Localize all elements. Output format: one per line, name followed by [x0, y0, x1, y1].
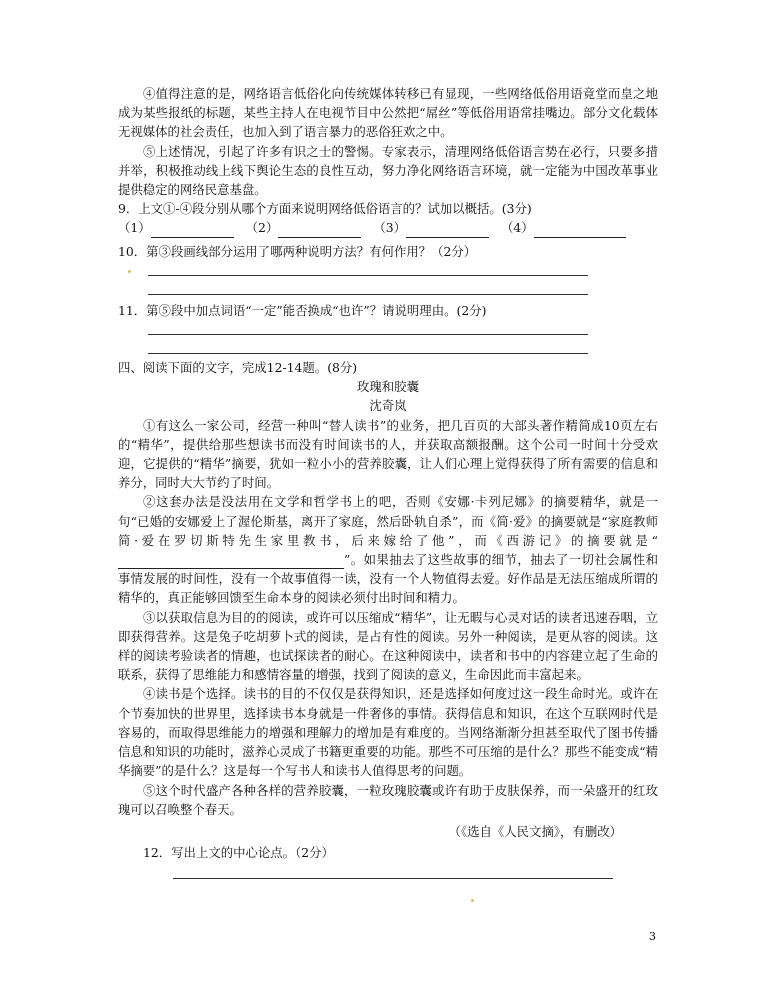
question-9-answer-row [118, 218, 658, 237]
answer-line[interactable] [173, 878, 613, 879]
fill-in-blank[interactable] [118, 556, 344, 569]
article-title: 玫瑰和胶囊 [357, 379, 419, 395]
article-paragraph-1: ①有这么一家公司，经营一种叫“替人读书”的业务，把几百页的大部头著作精简成10页左右的“精华”，提供给那些想读书而没有时间读书的人，并获取高额报酬。这个公司一时间十分受欢迎，它提供的“精华”摘要，犹如一粒小小的营养胶囊，让人们心理上觉得获得了所有需要的信息和养分，同时大大节约了时间。 [118, 417, 658, 491]
paragraph-4: ④值得注意的是，网络语言低俗化向传统媒体转移已有显现，一些网络低俗用语竟堂而皇之地成为某些报纸的标题，某些主持人在电视节目中公然把“屌丝”等低俗用语常挂嘴边。部分文化载体无视媒体的社会责任，也加入到了语言暴力的恶俗狂欢之中。 [118, 86, 658, 140]
answer-blank-3[interactable] [406, 223, 489, 238]
article-source: （《选自《人民文摘》，有删改） [448, 823, 622, 839]
answer-line[interactable] [148, 353, 588, 354]
section-4-heading: 四、阅读下面的文字，完成12-14题。(8分) [118, 360, 358, 376]
paragraph-2-part-a: ②这套办法是没法用在文学和哲学书上的吧，否则《安娜·卡列尼娜》的摘要精华，就是一句“已婚的安娜爱上了渥伦斯基，离开了家庭，然后卧轨自杀”，而《简·爱》的摘要就是“家庭教师简·爱在罗切斯特先生家里教书，后来嫁给了他”，而《西游记》的摘要就是“ [118, 494, 658, 548]
article-paragraph-3: ③以获取信息为目的的阅读，或许可以压缩成“精华”，让无暇与心灵对话的读者迅速吞咽，立即获得营养。这是兔子吃胡萝卜式的阅读，是占有性的阅读。另外一种阅读，是更从容的阅读。这样的阅读考验读者的情趣，也试探读者的耐心。在这种阅读中，读者和书中的内容建立起了生命的联系，获得了思维能力和感情容量的增强，找到了阅读的意义，生命因此而丰富起来。 [118, 609, 658, 683]
answer-label-4: （4） [501, 220, 534, 236]
article-author: 沈奇岚 [369, 398, 407, 414]
article-paragraph-2 [118, 492, 658, 607]
paragraph-2-part-b: ”。如果抽去了这些故事的细节，抽去了一切社会属性和事情发展的时间性，没有一个故事值得一读，没有一个人物值得去爱。好作品是无法压缩成所谓的精华的，真正能够回馈至生命本身的阅读必须付出时间和精力。 [118, 552, 658, 606]
answer-blank-4[interactable] [534, 223, 626, 238]
page-content [118, 84, 658, 879]
question-12: 12．写出上文的中心论点。（2分） [143, 845, 334, 861]
article-paragraph-4: ④读书是个选择。读书的目的不仅仅是获得知识，还是选择如何度过这一段生命时光。或许在个节奏加快的世界里，选择读书本身就是一件奢侈的事情。获得信息和知识，在这个互联网时代是容易的，而取得思维能力的增强和理解力的增加是有难度的。当网络渐渐分担甚至取代了图书传播信息和知识的功能时，滋养心灵成了书籍更重要的功能。那些不可压缩的是什么？那些不能变成“精华摘要”的是什么？这是每一个写书人和读书人值得思考的问题。 [118, 686, 658, 779]
answer-blank-1[interactable] [151, 223, 234, 238]
stray-dot-mark [128, 270, 131, 273]
answer-blank-2[interactable] [278, 223, 361, 238]
answer-label-2: （2） [245, 220, 279, 236]
page-number: 3 [649, 930, 656, 943]
stray-dot-mark [471, 899, 474, 902]
paragraph-5: ⑤上述情况，引起了许多有识之士的警惕。专家表示，清理网络低俗语言势在必行，只要多措并举，积极推动线上线下舆论生态的良性互动，努力净化网络语言环境，就一定能为中国改革事业提供稳定的网络民意基盘。 [118, 143, 658, 198]
answer-label-1: （1） [118, 220, 151, 236]
article-paragraph-5: ⑤这个时代盛产各种各样的营养胶囊，一粒玫瑰胶囊或许有助于皮肤保养，而一朵盛开的红玫瑰可以召唤整个春天。 [118, 782, 658, 817]
question-11: 11．第⑤段中加点词语“一定”能否换成“也许”？请说明理由。(2分) [118, 302, 487, 318]
answer-label-3: （3） [373, 220, 407, 236]
question-10: 10．第③段画线部分运用了哪两种说明方法？有何作用？（2分） [118, 243, 477, 259]
answer-line[interactable] [148, 294, 588, 295]
question-9: 9．上文①-④段分别从哪个方面来说明网络低俗语言的？试加以概括。(3分) [118, 201, 532, 217]
